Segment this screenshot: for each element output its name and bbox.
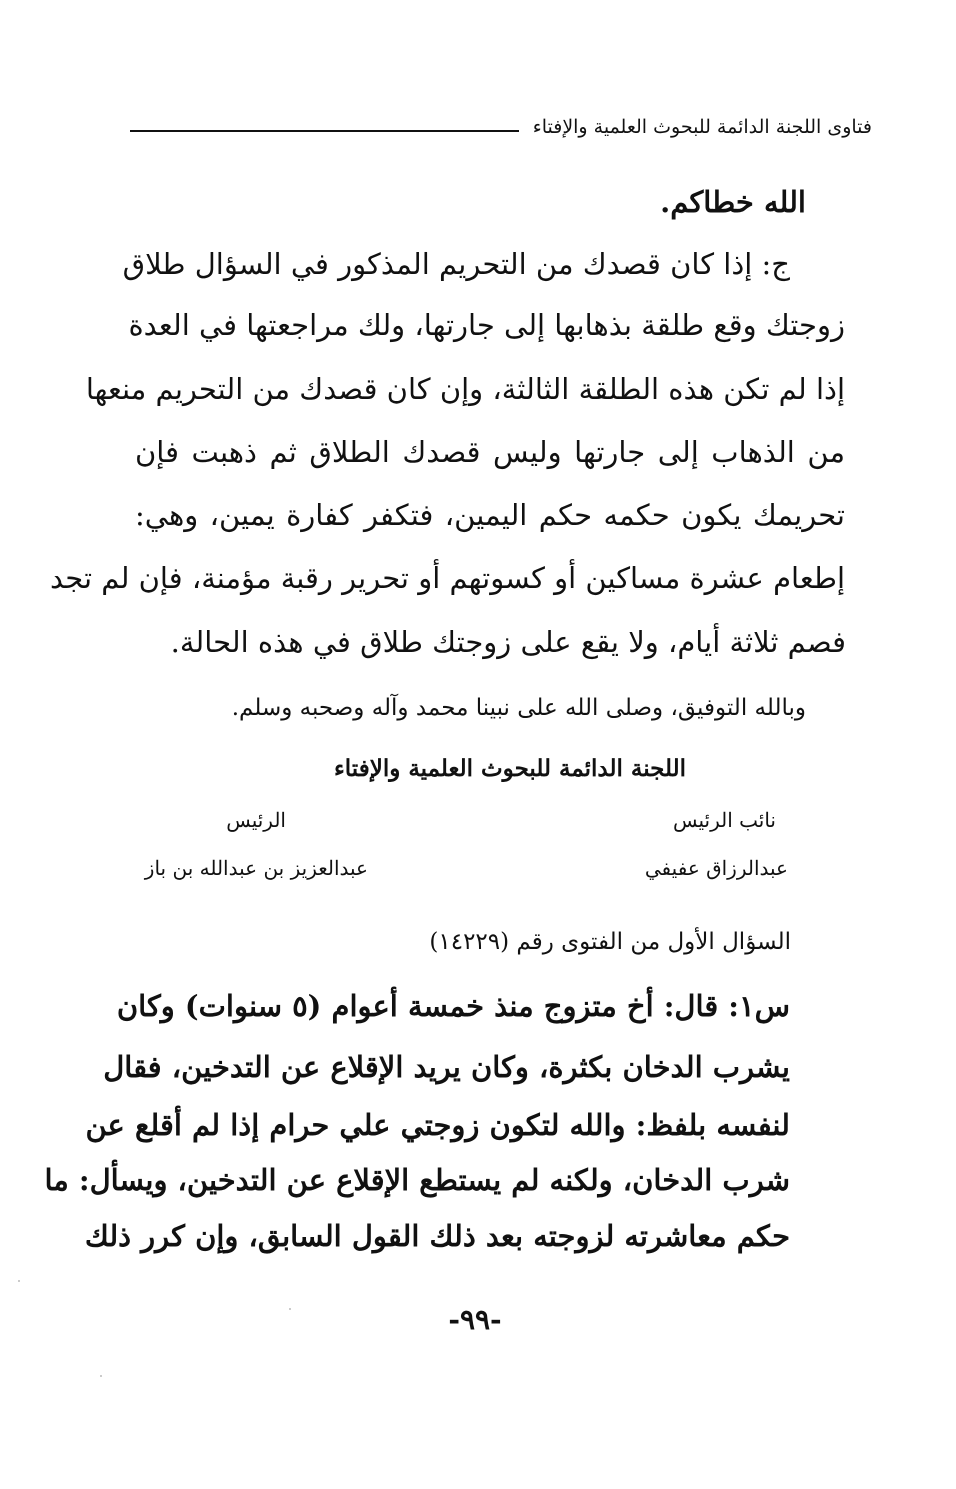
question-line: لنفسه بلفظ: والله لتكون زوجتي علي حرام إذا لم أقلع عن	[85, 1108, 790, 1142]
chair-name: عبدالعزيز بن عبدالله بن باز	[144, 856, 368, 880]
scan-speck	[289, 1308, 291, 1310]
scan-speck	[100, 1375, 102, 1377]
answer-line: تحريمك يكون حكمه حكم اليمين، فتكفر كفارة يمين، وهي:	[135, 498, 845, 532]
running-header	[130, 112, 872, 142]
answer-line: إذا لم تكن هذه الطلقة الثالثة، وإن كان قصدك من التحريم منعها	[85, 372, 845, 406]
answer-line: من الذهاب إلى جارتها وليس قصدك الطلاق ثم ذهبت فإن	[135, 435, 845, 469]
chair-title: الرئيس	[226, 808, 286, 832]
closing-line: وبالله التوفيق، وصلى الله على نبينا محمد وآله وصحبه وسلم.	[231, 695, 806, 721]
answer-line: إطعام عشرة مساكين أو كسوتهم أو تحرير رقبة مؤمنة، فإن لم تجد	[50, 561, 845, 595]
vice-chair-title: نائب الرئيس	[672, 808, 776, 832]
question-line: حكم معاشرته لزوجته بعد ذلك القول السابق، وإن كرر ذلك	[84, 1219, 790, 1253]
answer-line: ج: إذا كان قصدك من التحريم المذكور في السؤال طلاق	[122, 247, 790, 281]
scan-speck	[18, 1280, 20, 1282]
question-line: س١: قال: أخ متزوج منذ خمسة أعوام (٥ سنوات) وكان	[116, 989, 790, 1023]
answer-line: فصم ثلاثة أيام، ولا يقع على زوجتك طلاق في هذه الحالة.	[170, 625, 846, 659]
answer-line: زوجتك وقع طلقة بذهابها إلى جارتها، ولك مراجعتها في العدة	[128, 308, 845, 342]
vice-chair-name: عبدالرزاق عفيفي	[644, 856, 788, 880]
running-header-title: فتاوى اللجنة الدائمة للبحوث العلمية والإفتاء	[532, 116, 872, 138]
question-line: شرب الدخان، ولكنه لم يستطع الإقلاع عن التدخين، ويسأل: ما	[44, 1163, 790, 1197]
answer-lead: الله خطاكم.	[660, 185, 806, 219]
question-line: يشرب الدخان بكثرة، وكان يريد الإقلاع عن التدخين، فقال	[103, 1050, 790, 1084]
header-rule	[130, 130, 519, 132]
fatwa-heading: السؤال الأول من الفتوى رقم (١٤٢٢٩)	[429, 929, 791, 955]
page-number: -٩٩-	[448, 1303, 502, 1336]
committee-name: اللجنة الدائمة للبحوث العلمية والإفتاء	[333, 755, 687, 782]
